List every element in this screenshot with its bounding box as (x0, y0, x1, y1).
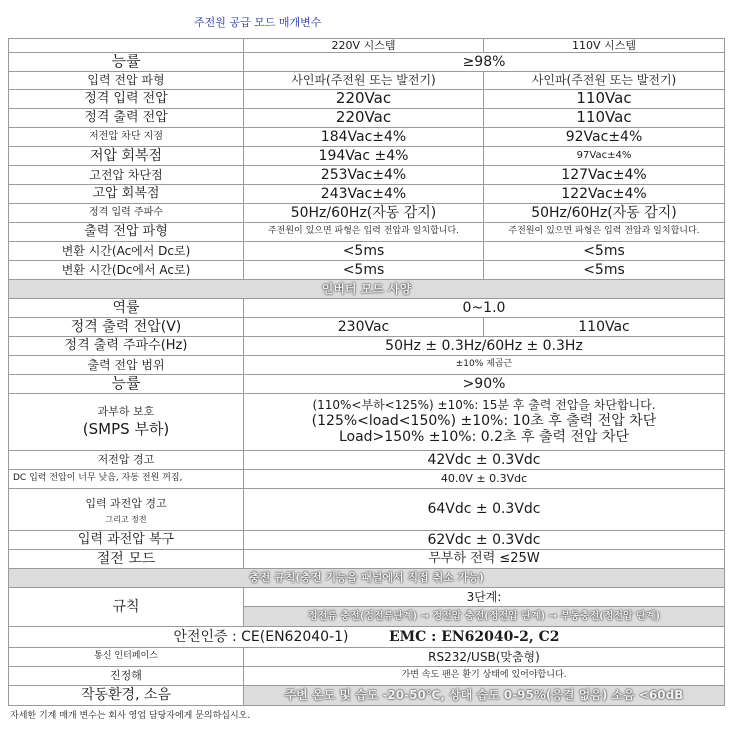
value-110v: 110Vac (484, 90, 725, 109)
header-row (9, 39, 725, 53)
row-label: 능률 (9, 375, 244, 394)
row-low-cutoff (9, 128, 725, 147)
certification-cell (9, 627, 725, 648)
row-label: 저전압 차단 지점 (9, 128, 244, 147)
row-label: 출력 전압 범위 (9, 356, 244, 375)
value-220v: 230Vac (244, 318, 484, 337)
row-label: 정격 입력 전압 (9, 90, 244, 109)
row-rated-output-frequency (9, 337, 725, 356)
row-input-waveform (9, 72, 725, 90)
row-value: ±10% 제곱근 (244, 356, 725, 375)
header-blank (9, 39, 244, 53)
row-charge-rule (9, 588, 725, 627)
value-110v: 122Vac±4% (484, 185, 725, 204)
value-220v: 194Vac ±4% (244, 147, 484, 166)
value-110v: 97Vac±4% (484, 147, 725, 166)
inverter-mode-heading: 인버터 모드 사양 (9, 280, 725, 299)
row-value: 무부하 전력 ≤25W (244, 550, 725, 569)
value-220v: 184Vac±4% (244, 128, 484, 147)
row-low-voltage-warning (9, 451, 725, 470)
row-value: 40.0V ± 0.3Vdc (244, 470, 725, 489)
row-label: 변환 시간(Dc에서 Ac로) (9, 261, 244, 280)
emc-certification: EMC : EN62040-2, C2 (388, 628, 560, 645)
value-110v: <5ms (484, 242, 725, 261)
row-rated-output (9, 109, 725, 128)
row-power-saving (9, 550, 725, 569)
row-label: 정격 출력 주파수(Hz) (9, 337, 244, 356)
value-110v: 127Vac±4% (484, 166, 725, 185)
value-110v: 110Vac (484, 109, 725, 128)
row-value: ≥98% (244, 53, 725, 72)
row-switch-ac-dc (9, 242, 725, 261)
footer-note: 자세한 기계 매개 변수는 회사 영업 담당자에게 문의하십시오. (10, 711, 251, 721)
safety-certification: 안전인증 : CE(EN62040-1) (173, 628, 349, 645)
row-dc-low-shutdown (9, 470, 725, 489)
row-label: 입력 전압 파형 (9, 72, 244, 90)
row-label: 저압 회복점 (9, 147, 244, 166)
row-label: 입력 과전압 복구 (9, 531, 244, 550)
overvoltage-label-cell (9, 489, 244, 531)
row-rated-input (9, 90, 725, 109)
row-comm-interface (9, 648, 725, 667)
value-110v: 92Vac±4% (484, 128, 725, 147)
value-220v: <5ms (244, 261, 484, 280)
spec-table (8, 38, 725, 706)
value-220v: 243Vac±4% (244, 185, 484, 204)
row-label: 고전압 차단점 (9, 166, 244, 185)
value-110v: 사인파(주전원 또는 발전기) (484, 72, 725, 90)
row-label: 절전 모드 (9, 550, 244, 569)
row-environment (9, 686, 725, 706)
overload-label: 과부하 보호 (97, 405, 155, 419)
row-label: 진정해 (9, 667, 244, 686)
overload-line-2: (125%<load<150%) ±10%: 10초 후 출력 전압 차단 (311, 412, 657, 429)
value-220v: 50Hz/60Hz(자동 감지) (244, 204, 484, 223)
sheet-title: 주전원 공급 모드 매개변수 (194, 16, 322, 29)
row-silent (9, 667, 725, 686)
row-power-factor (9, 299, 725, 318)
row-label: 역률 (9, 299, 244, 318)
row-label: 정격 입력 주파수 (9, 204, 244, 223)
value-110v: <5ms (484, 261, 725, 280)
row-mains-efficiency (9, 53, 725, 72)
row-value: 가변 속도 팬은 환기 상태에 있어야합니다. (244, 667, 725, 686)
row-value: 주변 온도 및 습도 -20-50℃, 상대 습도 0-95%(응결 없음) 소음 <60dB (244, 686, 725, 706)
spec-sheet (8, 8, 724, 726)
inverter-band-row (9, 280, 725, 299)
row-value: RS232/USB(맞춤형) (244, 648, 725, 667)
charge-band-row (9, 569, 725, 588)
row-overload (9, 394, 725, 451)
value-220v: 사인파(주전원 또는 발전기) (244, 72, 484, 90)
value-220v: 253Vac±4% (244, 166, 484, 185)
row-switch-dc-ac (9, 261, 725, 280)
charge-rule-heading: 충전 규칙(충전 기능을 패널에서 직접 취소 가능) (9, 569, 725, 588)
row-rated-output-voltage (9, 318, 725, 337)
row-label: 능률 (9, 53, 244, 72)
row-value: 62Vdc ± 0.3Vdc (244, 531, 725, 550)
charge-stages: 3단계: (466, 590, 502, 604)
row-label: 정격 출력 전압 (9, 109, 244, 128)
row-label: 작동환경, 소음 (9, 686, 244, 706)
row-sublabel: 그리고 정전 (105, 515, 147, 525)
row-overvoltage-warning (9, 489, 725, 531)
overload-line-1: (110%<부하<125%) ±10%: 15분 후 출력 전압을 차단합니다. (312, 398, 656, 413)
row-inverter-efficiency (9, 375, 725, 394)
value-110v: 주전원이 있으면 파형은 입력 전압과 일치합니다. (484, 223, 725, 242)
value-110v: 50Hz/60Hz(자동 감지) (484, 204, 725, 223)
row-high-cutoff (9, 166, 725, 185)
row-label: 규칙 (9, 588, 244, 627)
charge-sequence: 정전류 충전(정전류단계) → 정전압 충전(정전압 단계) → 부동충전(정전압 단계) (244, 606, 724, 626)
overload-value-cell (244, 394, 725, 451)
row-label: DC 입력 전압이 너무 낮음, 자동 전원 꺼짐, (9, 470, 244, 489)
row-output-waveform (9, 223, 725, 242)
charge-rule-cell (244, 588, 725, 627)
row-high-recovery (9, 185, 725, 204)
row-value: >90% (244, 375, 725, 394)
row-rated-frequency (9, 204, 725, 223)
row-value: 50Hz ± 0.3Hz/60Hz ± 0.3Hz (244, 337, 725, 356)
row-label: 정격 출력 전압(V) (9, 318, 244, 337)
row-label: 통신 인터페이스 (9, 648, 244, 667)
row-value: 0~1.0 (244, 299, 725, 318)
value-220v: <5ms (244, 242, 484, 261)
row-certification (9, 627, 725, 648)
row-label: 변환 시간(Ac에서 Dc로) (9, 242, 244, 261)
row-value: 64Vdc ± 0.3Vdc (244, 489, 725, 531)
row-label: 저전압 경고 (9, 451, 244, 470)
value-220v: 220Vac (244, 109, 484, 128)
row-output-range (9, 356, 725, 375)
row-label: 출력 전압 파형 (9, 223, 244, 242)
header-110v: 110V 시스템 (484, 39, 725, 53)
overload-sublabel: (SMPS 부하) (82, 419, 170, 438)
value-220v: 220Vac (244, 90, 484, 109)
row-label: 입력 과전압 경고 (85, 497, 167, 511)
row-value: 42Vdc ± 0.3Vdc (244, 451, 725, 470)
overload-line-3: Load>150% ±10%: 0.2초 후 출력 전압 차단 (338, 429, 630, 446)
row-overvoltage-recovery (9, 531, 725, 550)
row-label: 고압 회복점 (9, 185, 244, 204)
value-220v: 주전원이 있으면 파형은 입력 전압과 일치합니다. (244, 223, 484, 242)
header-220v: 220V 시스템 (244, 39, 484, 53)
value-110v: 110Vac (484, 318, 725, 337)
row-low-recovery (9, 147, 725, 166)
overload-label-cell (9, 394, 244, 451)
